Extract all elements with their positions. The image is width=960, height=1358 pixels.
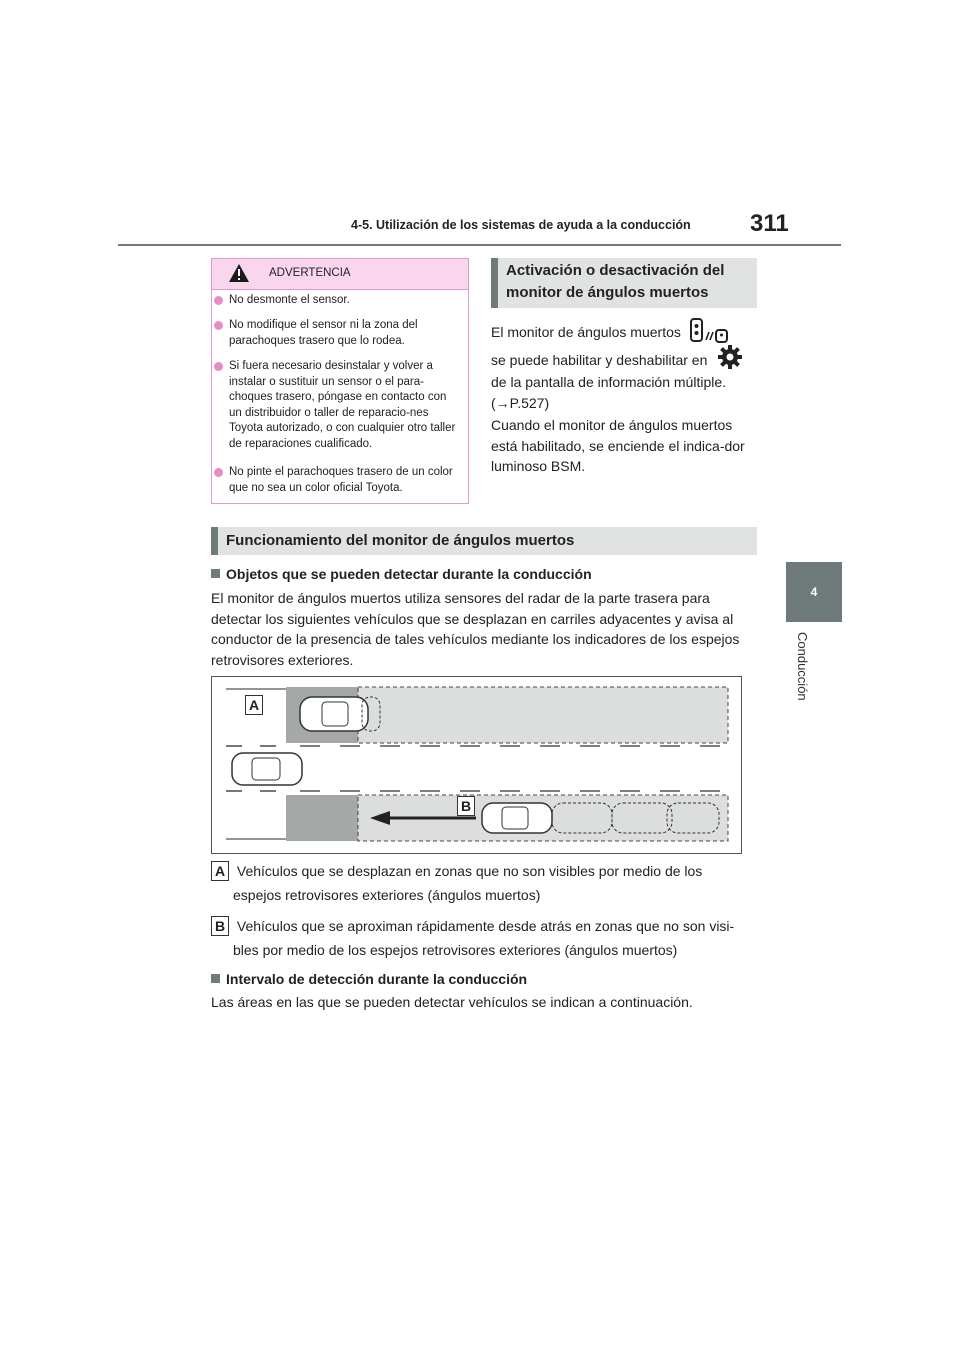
square-bullet-icon <box>211 974 220 983</box>
detection-paragraph: Las áreas en las que se pueden detectar vehículos se indican a continuación. <box>211 994 693 1010</box>
chapter-tab[interactable]: 4 <box>786 562 842 622</box>
legend-label-a: A <box>211 861 229 881</box>
subheading-detection-range: Intervalo de detección durante la conducción <box>211 971 527 987</box>
legend-label-b: B <box>211 916 229 936</box>
functioning-heading: Funcionamiento del monitor de ángulos muertos <box>211 527 757 555</box>
diagram-label-a: A <box>245 695 263 715</box>
bullet-icon <box>214 468 223 477</box>
bullet-icon <box>214 362 223 371</box>
header-rule <box>118 244 841 246</box>
blind-spot-diagram <box>211 676 742 854</box>
warning-triangle-icon <box>228 263 250 283</box>
legend-item-a: A Vehículos que se desplazan en zonas que no son visibles por medio de los espejos retrovisores exteriores (ángulos muertos) <box>211 861 751 905</box>
bullet-icon <box>214 296 223 305</box>
subheading-objects: Objetos que se pueden detectar durante la conducción <box>211 566 592 582</box>
own-car <box>232 753 302 785</box>
warning-title: ADVERTENCIA <box>269 267 351 279</box>
diagram-label-b: B <box>457 796 475 816</box>
warning-box: ADVERTENCIA No desmonte el sensor. No modifique el sensor ni la zona del parachoques trasero que lo rodea. Si fuera necesario desinstalar y volver a instalar o sustituir un sensor o el para-choques trasero, póngase en contacto con un distribuidor o taller de reparacio-nes Toyota autorizado, o con cualquier otro taller de reparaciones cualificado. No pinte el parachoques trasero de un color que no sea un color oficial Toyota. <box>211 258 469 504</box>
page-number: 311 <box>750 210 789 237</box>
chapter-label: Conducción <box>795 632 810 701</box>
settings-gear-icon <box>717 344 743 370</box>
blind-spot-monitor-icon <box>689 318 729 344</box>
functioning-paragraph: El monitor de ángulos muertos utiliza sensores del radar de la parte trasera para detectar los siguientes vehículos que se desplazan en carriles adyacentes y avisa al conductor de la presencia de tales vehículos mediante los indicadores de los espejos retrovisores exteriores. <box>211 590 740 668</box>
square-bullet-icon <box>211 569 220 578</box>
warning-header <box>212 259 468 290</box>
bullet-icon <box>214 321 223 330</box>
legend-item-b: B Vehículos que se aproximan rápidamente desde atrás en zonas que no son visi- bles por medio de los espejos retrovisores exteriores (ángulos muertos) <box>211 916 751 960</box>
activation-heading: Activación o desactivación del monitor de ángulos muertos <box>491 258 757 308</box>
activation-paragraph: El monitor de ángulos muertos se puede habilitar y deshabilitar en de la pantalla de información múltiple. (→P.527) Cuando el monitor de ángulos muertos está habilitado, se enciende el indica-dor luminoso BSM. <box>491 322 753 477</box>
road-diagram <box>212 677 741 853</box>
running-header: 4-5. Utilización de los sistemas de ayuda a la conducción <box>351 218 691 232</box>
